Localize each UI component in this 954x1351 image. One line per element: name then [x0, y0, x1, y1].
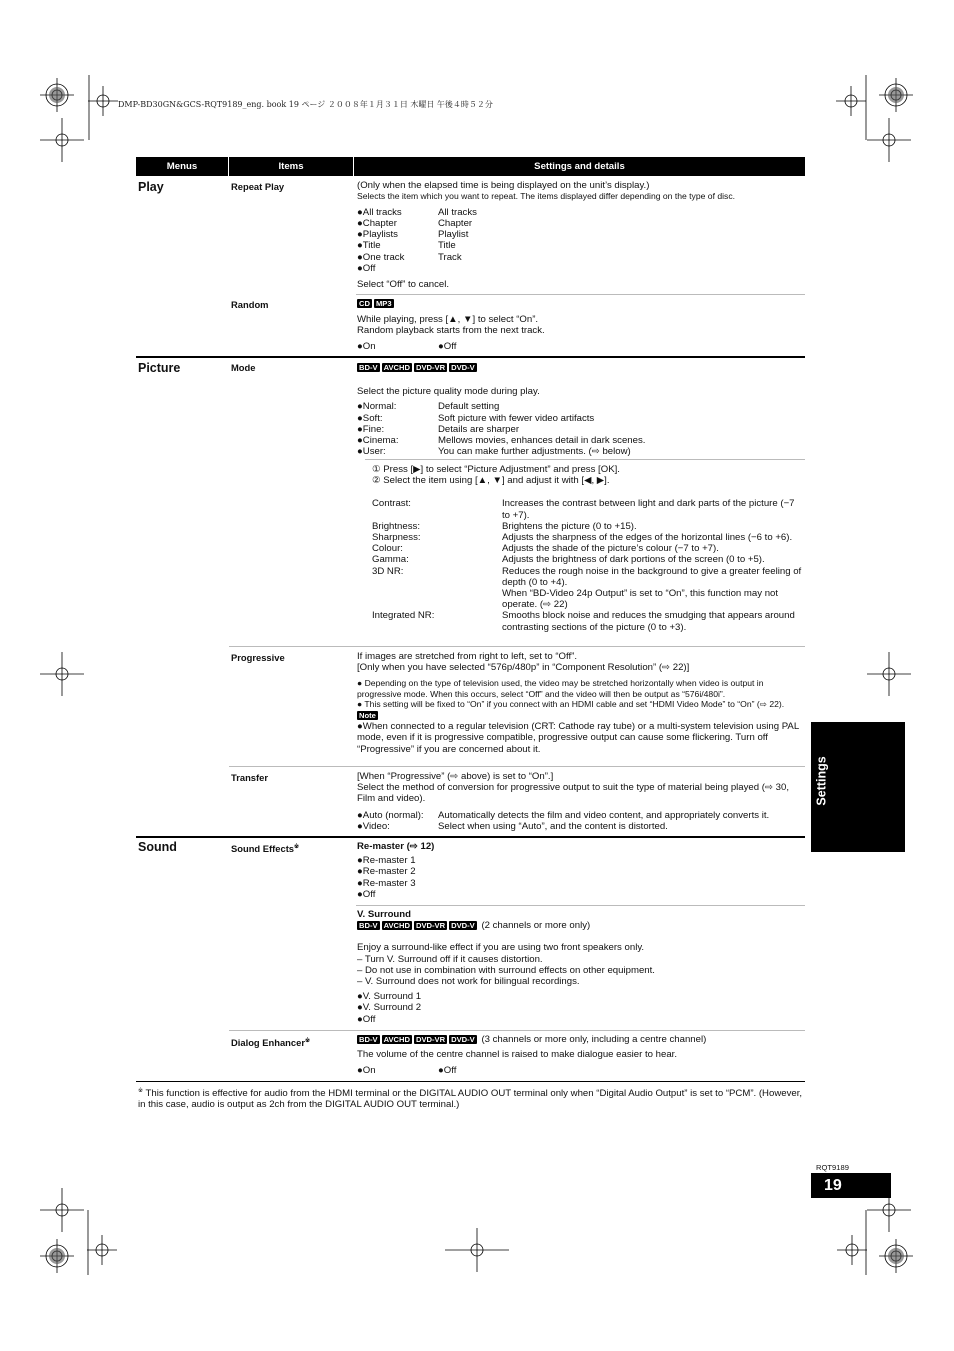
progressive-line1: If images are stretched from right to left, set to “Off”.: [357, 651, 578, 662]
transfer-option-desc: Automatically detects the film and video content, and appropriately converts it.: [438, 809, 770, 821]
divider: [229, 646, 805, 647]
dialog-line: The volume of the centre channel is raised to make dialogue easier to hear.: [357, 1049, 677, 1061]
remaster-title: Re-master (⇨ 12): [357, 841, 435, 852]
remaster-option: ●Re-master 3: [357, 877, 416, 889]
adjust-label: Brightness:: [372, 520, 420, 532]
disc-tag: BD-V: [359, 363, 378, 372]
remaster-option: ●Re-master 2: [357, 866, 416, 878]
disc-tag: DVD-VR: [416, 1035, 446, 1044]
adjust-label: Integrated NR:: [372, 610, 435, 622]
random-line1: While playing, press [▲, ▼] to select “On”.: [357, 314, 539, 326]
transfer-details: [357, 771, 803, 832]
repeat-option-value: Title: [438, 240, 456, 252]
mode-option-desc: Soft picture with fewer video artifacts: [438, 412, 595, 424]
repeat-line1: (Only when the elapsed time is being displayed on the unit’s display.): [357, 180, 650, 191]
section-divider: [136, 356, 805, 358]
transfer-options: [357, 810, 803, 832]
remaster-option: ●Re-master 1: [357, 855, 416, 867]
v-surround-option: ●V. Surround 2: [357, 1002, 422, 1014]
adjust-label: Sharpness:: [372, 532, 421, 544]
adjust-desc: Adjusts the sharpness of the edges of the horizontal lines (−6 to +6).: [502, 532, 793, 544]
dialog-tags: [357, 1034, 803, 1045]
mode-option: ●Cinema:: [357, 435, 399, 447]
item-mode: Mode: [231, 362, 256, 373]
footnote-mark: ※: [304, 1038, 311, 1044]
repeat-option-value: Chapter: [438, 217, 473, 229]
repeat-option-value: Track: [438, 251, 462, 263]
disc-tag: BD-V: [359, 1035, 378, 1044]
v-surround-line: Enjoy a surround-like effect if you are using two front speakers only.: [357, 942, 645, 954]
adjust-list: [372, 498, 802, 632]
footnote: [138, 1086, 803, 1111]
v-surround-tags: [357, 920, 803, 931]
transfer-line2: Select the method of conversion for progressive output to suit the type of material being played (⇨ 30, Film and video).: [357, 782, 790, 805]
progressive-details: [357, 651, 803, 755]
v-surround-option: ●V. Surround 1: [357, 991, 422, 1003]
v-surround-line: – Do not use in combination with surround effects on other equipment.: [357, 964, 655, 976]
adjust-label: [372, 588, 502, 610]
transfer-option: ●Video:: [357, 820, 390, 832]
random-tags: [357, 298, 803, 309]
disc-tag: MP3: [375, 299, 392, 308]
table-bottom-rule: [136, 1081, 805, 1082]
note-tag: Note: [359, 710, 376, 720]
random-details: [357, 298, 803, 352]
disc-tag: DVD-V: [451, 921, 475, 931]
footnote-mark: ※: [138, 1088, 144, 1094]
v-surround-tag-note: (2 channels or more only): [481, 920, 591, 932]
option-off: ●Off: [438, 340, 457, 352]
repeat-option-value: Playlist: [438, 229, 469, 241]
progressive-bullet2: ● This setting will be fixed to “On” if you connect with an HDMI cable and set “HDMI Video Mode” to “On” (⇨ 22).: [357, 699, 785, 710]
item-sound-effects: [231, 842, 299, 854]
v-surround-line: – V. Surround does not work for bilingual recordings.: [357, 976, 580, 988]
adjust-desc: Smooths block noise and reduces the smudging that appears around contrasting sections of the picture (0 to +3).: [502, 610, 795, 633]
mode-details: [357, 362, 803, 457]
remaster-details: [357, 841, 803, 900]
repeat-play-details: [357, 180, 803, 290]
repeat-option-value: [438, 263, 803, 274]
dialog-enhancer-details: [357, 1034, 803, 1077]
item-transfer: Transfer: [231, 772, 268, 783]
transfer-line1: [When “Progressive” (⇨ above) is set to “On”.]: [357, 771, 554, 782]
divider: [365, 459, 805, 460]
footnote-mark: ※: [294, 844, 300, 850]
menu-sound: Sound: [138, 840, 177, 854]
repeat-option: ●All tracks: [357, 206, 402, 218]
dialog-enhancer-label: Dialog Enhancer: [231, 1037, 305, 1049]
mode-option-desc: Default setting: [438, 401, 500, 413]
divider: [229, 766, 805, 767]
adjust-step2: ② Select the item using [▲, ▼] and adjust it with [◀, ▶].: [372, 475, 610, 487]
progressive-bullet1: ● Depending on the type of television used, the video may be stretched horizontally when video is output in progressive mode. When this occurs, select “Off” and the video will then be output as “576i/480i”.: [357, 678, 764, 699]
disc-tag: BD-V: [359, 921, 378, 931]
adjust-label: Contrast:: [372, 498, 411, 510]
adjust-label: Colour:: [372, 543, 403, 555]
file-header: DMP-BD30GN&GCS-RQT9189_eng. book 19 ページ ２００８年１月３１日 木曜日 午後４時５２分: [118, 100, 493, 109]
repeat-option: ●One track: [357, 251, 405, 263]
option-on: ●On: [357, 340, 376, 352]
menu-picture: Picture: [138, 361, 181, 375]
mode-tags: [357, 362, 803, 373]
repeat-line2: Selects the item which you want to repeat. The items displayed differ depending on the type of disc.: [357, 191, 736, 202]
disc-tag: CD: [359, 299, 370, 308]
divider: [356, 905, 805, 906]
v-surround-line: – Turn V. Surround off if it causes distortion.: [357, 953, 543, 965]
disc-tag: DVD-V: [451, 1035, 475, 1044]
item-progressive: Progressive: [231, 652, 285, 663]
mode-option: ●Fine:: [357, 423, 385, 435]
progressive-line2: [Only when you have selected “576p/480p” in “Component Resolution” (⇨ 22)]: [357, 662, 690, 674]
repeat-options: [357, 207, 803, 274]
disc-tag: DVD-VR: [416, 921, 446, 931]
repeat-cancel: Select “Off” to cancel.: [357, 278, 450, 290]
v-surround-title: V. Surround: [357, 909, 412, 920]
dialog-options: [357, 1065, 803, 1076]
disc-tag: DVD-V: [451, 363, 475, 372]
divider: [356, 294, 805, 295]
disc-tag: AVCHD: [383, 1035, 410, 1044]
random-options: [357, 341, 803, 352]
disc-tag: AVCHD: [383, 363, 410, 372]
header-settings: Settings and details: [354, 157, 805, 176]
repeat-option: ●Playlists: [357, 229, 398, 241]
side-tab-label: Settings: [814, 756, 829, 806]
repeat-option: ●Chapter: [357, 217, 397, 229]
divider: [229, 1030, 805, 1031]
adjust-desc: Adjusts the shade of the picture’s colour (−7 to +7).: [502, 543, 719, 555]
mode-options: [357, 401, 803, 457]
section-divider: [136, 836, 805, 838]
dialog-tag-note: (3 channels or more only, including a centre channel): [481, 1034, 707, 1045]
mode-option: ●Normal:: [357, 401, 397, 413]
option-off: ●Off: [438, 1065, 457, 1077]
menu-play: Play: [138, 180, 164, 194]
item-dialog-enhancer: [231, 1036, 310, 1048]
repeat-option: ●Off: [357, 262, 376, 274]
page-number: 19: [811, 1173, 891, 1198]
header-items: Items: [229, 157, 353, 176]
remaster-option: ●Off: [357, 888, 376, 900]
v-surround-option: ●Off: [357, 1013, 376, 1025]
mode-option-desc: You can make further adjustments. (⇨ below): [438, 446, 631, 458]
transfer-option-desc: Select when using “Auto”, and the content is distorted.: [438, 820, 668, 832]
mode-option-desc: Mellows movies, enhances detail in dark scenes.: [438, 435, 646, 447]
mode-option: ●User:: [357, 446, 386, 458]
random-line2: Random playback starts from the next track.: [357, 325, 545, 337]
repeat-option-value: All tracks: [438, 206, 477, 218]
doc-code: RQT9189: [816, 1163, 849, 1172]
mode-option: ●Soft:: [357, 412, 383, 424]
adjust-step1: ① Press [▶] to select “Picture Adjustment” and press [OK].: [372, 464, 620, 475]
adjust-desc: Increases the contrast between light and dark parts of the picture (−7 to +7).: [502, 498, 795, 521]
header-menus: Menus: [136, 157, 228, 176]
mode-intro: Select the picture quality mode during play.: [357, 386, 540, 398]
progressive-note: ●When connected to a regular television (CRT: Cathode ray tube) or a multi-system television using PAL mode, even if it is progressive compatible, progressive output can cause some flickering. Turn off “Progressive” if you are concerned about it.: [357, 721, 799, 755]
disc-tag: AVCHD: [383, 921, 410, 931]
option-on: ●On: [357, 1065, 376, 1077]
sound-effects-label: Sound Effects: [231, 843, 295, 855]
adjust-label: 3D NR:: [372, 565, 404, 577]
adjust-desc: Reduces the rough noise in the background to give a greater feeling of depth (0 to +4).: [502, 565, 802, 588]
transfer-option: ●Auto (normal):: [357, 809, 424, 821]
item-repeat-play: Repeat Play: [231, 181, 285, 192]
adjust-desc: Adjusts the brightness of dark portions of the screen (0 to +5).: [502, 554, 765, 566]
adjust-desc: When “BD-Video 24p Output” is set to “On”, this function may not operate. (⇨ 22): [502, 588, 779, 611]
repeat-option: ●Title: [357, 240, 381, 252]
item-random: Random: [231, 299, 269, 310]
footnote-text: This function is effective for audio from the HDMI terminal or the DIGITAL AUDIO OUT terminal only when “Digital Audio Output” is set to “PCM”. (However, in this case, audio is output as 2ch from the DIGITAL AUDIO OUT terminal.): [138, 1088, 803, 1111]
user-adjust-details: [372, 464, 802, 633]
mode-option-desc: Details are sharper: [438, 423, 520, 435]
disc-tag: DVD-VR: [416, 363, 446, 372]
adjust-desc: Brightens the picture (0 to +15).: [502, 520, 637, 532]
adjust-label: Gamma:: [372, 554, 409, 566]
v-surround-details: [357, 909, 803, 1025]
